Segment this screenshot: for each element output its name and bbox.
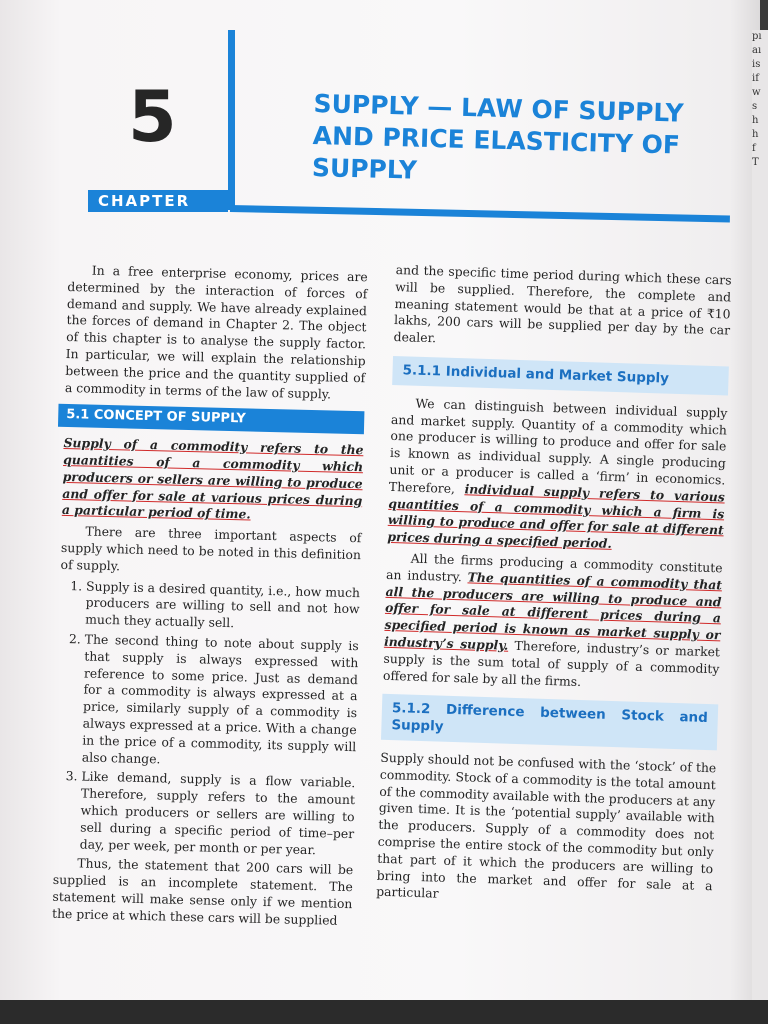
next-page-fragment: T (752, 157, 759, 168)
market-supply-tail: Therefore, industry’s or market supply is the sum total of supply of a commodity offered for sale by all the firms. (382, 637, 721, 689)
supply-definition: Supply of a commodity refers to the quantities of a commodity which producers or sellers are willing to produce and offer for sale at various prices during a particular period of time. (61, 435, 364, 522)
list-item: 3. Like demand, supply is a flow variable. Therefore, supply refers to the amount which producers or sellers are willing to sell during a specific period of time–per day, per week, per month or per year. (80, 769, 356, 860)
next-page-fragment: f (752, 143, 756, 154)
list-item: 1. Supply is a desired quantity, i.e., how much producers are willing to sell and not how much they actually sell. (85, 578, 360, 635)
chapter-horizontal-rule (230, 205, 730, 222)
chapter-label: CHAPTER (88, 190, 228, 212)
subsection-heading-individual-market-supply: 5.1.1 Individual and Market Supply (392, 356, 729, 395)
aspects-list (54, 577, 361, 859)
next-page-fragment: if (752, 73, 759, 84)
chapter-title: SUPPLY — LAW OF SUPPLY AND PRICE ELASTICITY OF SUPPLY (311, 88, 684, 185)
market-supply-definition: The quantities of a commodity that all the producers are willing to produce and offer for sale at different prices during a specified period is known as market supply or industry’s supply. (383, 569, 723, 653)
left-column (52, 262, 368, 934)
individual-supply-definition: individual supply refers to various quantities of a commodity which a firm is willing to produce and offer for sale at different prices during a specified period. (387, 481, 726, 552)
individual-supply-text: We can distinguish between individual supply and market supply. Quantity of a commodity which one producer is willing to produce and offer for sale is known as individual supply. A single producing unit or a producer is called a ‘firm’ in economics. Therefore, (388, 395, 728, 497)
market-supply-text: All the firms producing a commodity constitute an industry. (385, 550, 723, 585)
next-page-fragment: s (752, 101, 758, 112)
right-column (376, 262, 732, 915)
subsection-heading-stock-and-supply: 5.1.2 Difference between Stock and Supply (381, 694, 718, 750)
next-page-edge (752, 30, 768, 1000)
next-page-fragment: h (752, 115, 759, 126)
intro-paragraph: In a free enterprise economy, prices are determined by the interaction of forces of demand and supply. We have already explained the forces of demand in Chapter 2. The object of this chapter is to analyse the supply factor. In particular, we will explain the relationship between the price and the quantity supplied of a commodity in terms of the law of supply. (64, 262, 368, 402)
closing-paragraph: Thus, the statement that 200 cars will be supplied is an incomplete statement. The statement will make sense only if we mention the price at which these cars will be supplied (51, 855, 354, 928)
continuation-paragraph: and the specific time period during which these cars will be supplied. Therefore, the complete and meaning statement would be that at a price of ₹10 lakhs, 200 cars will be supplied per day by the car dealer. (393, 262, 732, 346)
photo-background-edge (0, 1000, 768, 1024)
chapter-vertical-rule (228, 30, 235, 210)
section-heading-concept-of-supply: 5.1 CONCEPT OF SUPPLY (58, 404, 364, 434)
next-page-fragment: aı (752, 45, 762, 56)
aspects-intro: There are three important aspects of supply which need to be noted in this definition of supply. (60, 523, 362, 574)
individual-supply-paragraph (387, 395, 728, 557)
next-page-fragment: h (752, 129, 759, 140)
next-page-fragment: pı (752, 31, 762, 42)
market-supply-paragraph (383, 550, 723, 695)
chapter-number: 5 (128, 76, 177, 158)
next-page-fragment: w (752, 87, 761, 98)
list-item: 2. The second thing to note about supply is that supply is always expressed with reference to some price. Just as demand for a commodity is always expressed at a price, similarly supply of a commodity is always expressed at a price. With a change in the price of a commodity, its supply will also change. (82, 631, 359, 772)
stock-supply-paragraph: Supply should not be confused with the ‘stock’ of the commodity. Stock of a commodity is the total amount of the commodity available with the producers at any given time. It is the ‘potential supply’ available with the producers. Supply of a commodity does not comprise the entire stock of the commodity but only that part of it which the producers are willing to bring into the market and offer for sale at a particular (375, 749, 717, 901)
next-page-fragment: is (752, 59, 761, 70)
